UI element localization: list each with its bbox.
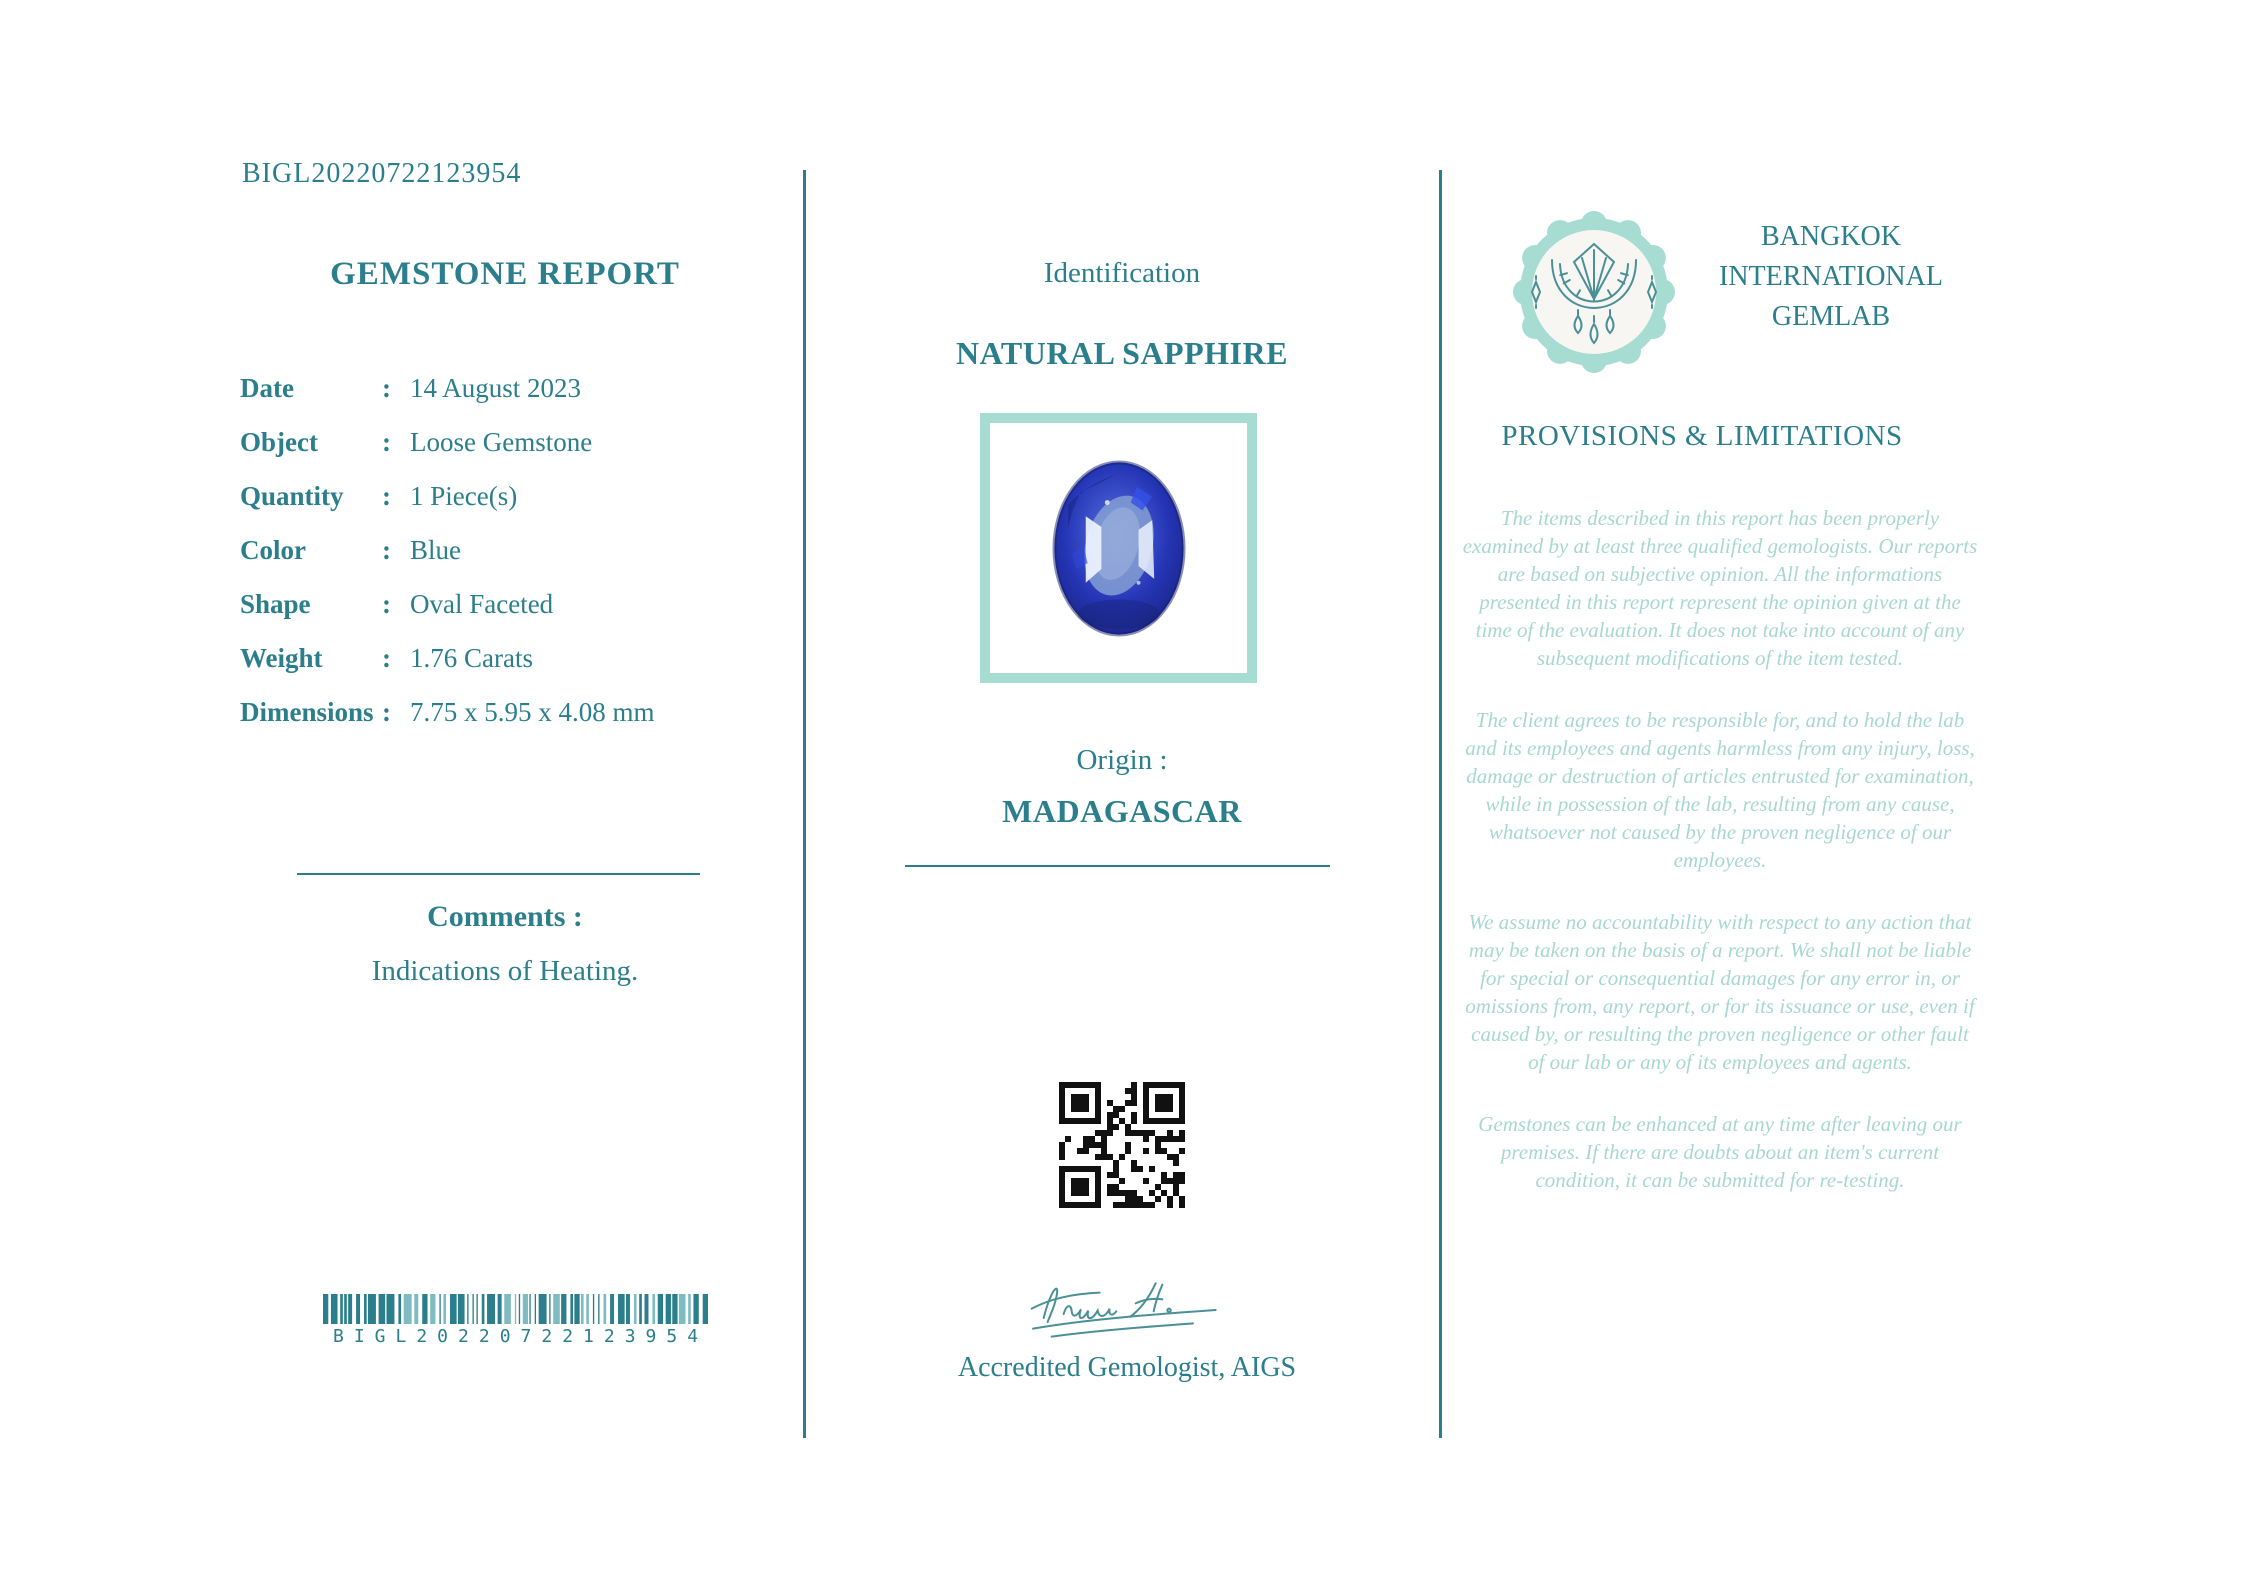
gem-photo-frame (980, 413, 1257, 683)
barcode-text: BIGL20220722123954 (333, 1326, 709, 1347)
gemologist-credential-line: Accredited Gemologist, AIGS (957, 1352, 1297, 1383)
provision-paragraph: We assume no accountability with respect to any action that may be taken on the basis of a report. We shall not be liable for special or consequential damages for any error in, or omissions from, any report, or for its issuance or use, even if caused by, or resulting the proven negligence or other fault of our lab or any of its employees and agents. (1465, 910, 1975, 1074)
field-value: Loose Gemstone (410, 426, 593, 457)
field-colon: : (382, 426, 391, 457)
report-field-row (240, 415, 770, 469)
origin-value: MADAGASCAR (1002, 793, 1242, 829)
barcode-icon (323, 1294, 708, 1324)
field-value: 1.76 Carats (410, 642, 533, 673)
report-field-row (240, 577, 770, 631)
lab-name-line-2: INTERNATIONAL (1719, 261, 1943, 292)
provisions-title: PROVISIONS & LIMITATIONS (1501, 420, 1903, 452)
origin-label: Origin : (1076, 744, 1168, 776)
field-colon: : (382, 642, 391, 673)
handwritten-signature-icon (1025, 1268, 1225, 1348)
comments-text: Indications of Heating. (371, 955, 639, 987)
report-field-row (240, 523, 770, 577)
identification-section-label: Identification (1043, 257, 1201, 289)
provisions-paragraphs (1462, 504, 1978, 1228)
field-value: Oval Faceted (410, 588, 554, 619)
field-label: Date (240, 372, 294, 403)
field-colon: : (382, 480, 391, 511)
field-colon: : (382, 696, 391, 727)
field-colon: : (382, 534, 391, 565)
lab-name-line-3: GEMLAB (1771, 301, 1891, 332)
qr-code-icon (1059, 1082, 1185, 1208)
field-value: 14 August 2023 (410, 372, 582, 403)
field-value: 7.75 x 5.95 x 4.08 mm (410, 696, 655, 727)
gemlab-seal-icon (1506, 204, 1682, 380)
field-label: Color (240, 534, 306, 565)
lab-name-line-1: BANGKOK (1761, 221, 1901, 252)
gem-identification-name: NATURAL SAPPHIRE (956, 335, 1288, 371)
report-field-row (240, 469, 770, 523)
column-divider-left (803, 170, 806, 1438)
field-value: Blue (410, 534, 461, 565)
provision-paragraph: The client agrees to be responsible for, and to hold the lab and its employees and agents harmless from any injury, loss, damage or destruction of articles entrusted for examination, while in possession of the lab, resulting from any cause, whatsoever not caused by the proven negligence of our employees. (1465, 708, 1975, 872)
origin-divider (905, 865, 1330, 867)
report-title: GEMSTONE REPORT (330, 256, 680, 292)
field-value: 1 Piece(s) (410, 480, 518, 511)
provision-paragraph: The items described in this report has been properly examined by at least three qualified gemologists. Our reports are based on subjective opinion. All the informations presented in this report represent the opinion given at the time of the evaluation. It does not take into account of any subsequent modifications of the item tested. (1462, 506, 1978, 670)
report-number: BIGL20220722123954 (242, 158, 522, 189)
comments-divider (297, 873, 700, 875)
field-label: Object (240, 426, 318, 457)
sapphire-photo (1019, 436, 1219, 661)
field-label: Dimensions (240, 696, 374, 727)
report-fields (240, 361, 770, 739)
field-label: Quantity (240, 480, 344, 511)
column-divider-right (1439, 170, 1442, 1438)
report-field-row (240, 685, 770, 739)
provision-paragraph: Gemstones can be enhanced at any time after leaving our premises. If there are doubts about an item's current condition, it can be submitted for re-testing. (1478, 1112, 1962, 1192)
field-colon: : (382, 372, 391, 403)
field-label: Weight (240, 642, 323, 673)
report-field-row (240, 631, 770, 685)
lab-name (1701, 217, 1961, 337)
report-field-row (240, 361, 770, 415)
field-colon: : (382, 588, 391, 619)
field-label: Shape (240, 588, 311, 619)
comments-label: Comments : (427, 900, 583, 933)
